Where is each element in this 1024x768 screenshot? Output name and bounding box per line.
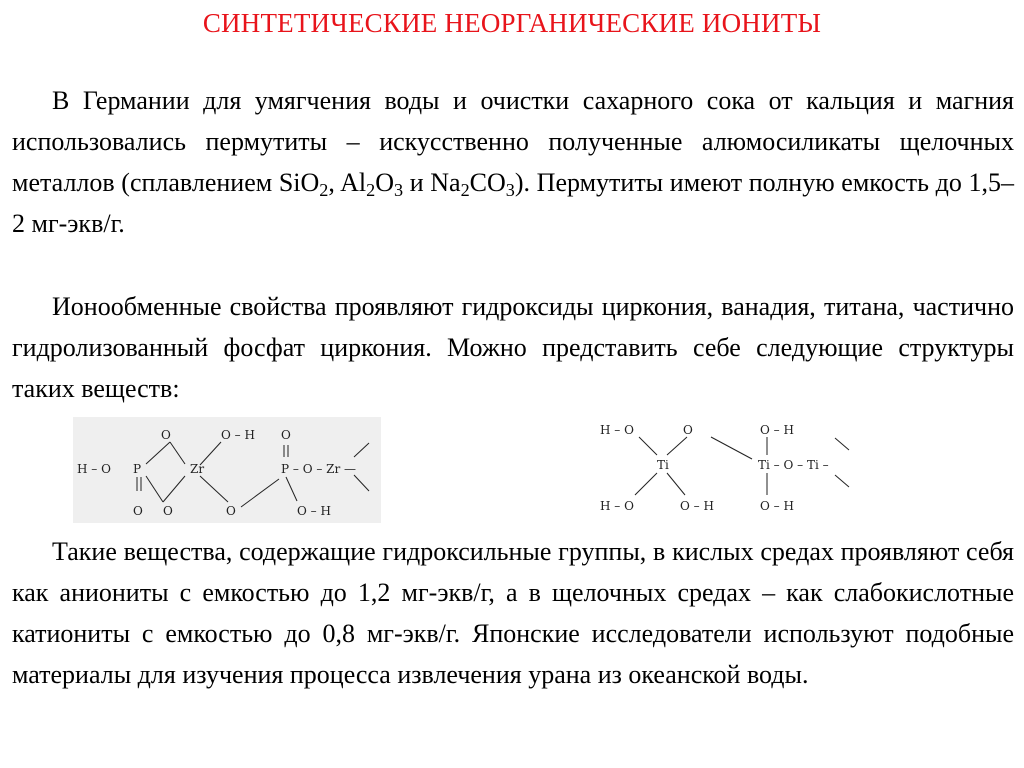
struct1-oh-bottom: O – H bbox=[297, 504, 331, 518]
p1-text-b: , Al bbox=[328, 168, 367, 197]
paragraph-hydroxides bbox=[12, 286, 1014, 409]
struct2-ho-bottom: H – O bbox=[600, 499, 634, 513]
struct1-o-double-top: O bbox=[281, 428, 291, 442]
p1-text-f: ). Пермутиты имеют полную емкость до 1,5–2 мг-экв/г. bbox=[12, 168, 1014, 238]
p1-text-c: O bbox=[375, 168, 394, 197]
p1-text-e: CO bbox=[469, 168, 506, 197]
struct1-oh-top: O – H bbox=[221, 428, 255, 442]
struct2-ti-left: Ti bbox=[657, 458, 669, 472]
struct1-h-o: H – O bbox=[77, 462, 111, 476]
p1-text-d: и Na bbox=[403, 168, 461, 197]
paragraph-permutites bbox=[12, 80, 1014, 244]
struct2-oh-bottom-mid: O – H bbox=[680, 499, 714, 513]
structure-1-zirconium-phosphate bbox=[73, 417, 381, 523]
struct1-o-bottom-1: O bbox=[133, 504, 143, 518]
p1-sub-2: 2 bbox=[366, 180, 376, 201]
struct1-o-bottom-3: O bbox=[226, 504, 236, 518]
struct2-ti-chain: Ti – O – Ti – bbox=[758, 458, 829, 472]
p3-text: Такие вещества, содержащие гидроксильные группы, в кислых средах проявляют себя как аниониты с емкостью до 1,2 мг-экв/г, а в щелочных средах – как слабокислотные катиониты с емкостью до 0,8 мг-экв/г. Японские исследователи используют подобные материалы для изучения процесса извлечения урана из океанской воды. bbox=[12, 537, 1014, 689]
p1-sub-4: 2 bbox=[460, 180, 470, 201]
struct2-o-top: O bbox=[683, 423, 693, 437]
struct2-ho-top: H – O bbox=[600, 423, 634, 437]
slide-title: СИНТЕТИЧЕСКИЕ НЕОРГАНИЧЕСКИЕ ИОНИТЫ bbox=[202, 8, 822, 38]
struct2-oh-top-right: O – H bbox=[760, 423, 794, 437]
structure-2-titanium-hydroxide bbox=[595, 417, 865, 523]
struct1-p-chain: P – O – Zr — bbox=[281, 462, 357, 476]
struct1-p-left: P bbox=[133, 462, 142, 476]
p1-sub-5: 3 bbox=[505, 180, 515, 201]
paragraph-ion-exchange-properties bbox=[12, 531, 1014, 695]
struct1-zr: Zr bbox=[190, 462, 205, 476]
struct1-o-bottom-2: O bbox=[163, 504, 173, 518]
struct2-oh-bottom-right: O – H bbox=[760, 499, 794, 513]
p1-sub-1: 2 bbox=[319, 180, 329, 201]
struct1-o-top-left: O bbox=[161, 428, 171, 442]
p2-text: Ионообменные свойства проявляют гидроксиды циркония, ванадия, титана, частично гидролизованный фосфат циркония. Можно представить себе следующие структуры таких веществ: bbox=[12, 292, 1014, 403]
p1-sub-3: 3 bbox=[393, 180, 404, 201]
p1-text-a: В Германии для умягчения воды и очистки сахарного сока от кальция и магния использовались пермутиты – искусственно полученные алюмосиликаты щелочных металлов (сплавлением SiO bbox=[12, 86, 1014, 197]
